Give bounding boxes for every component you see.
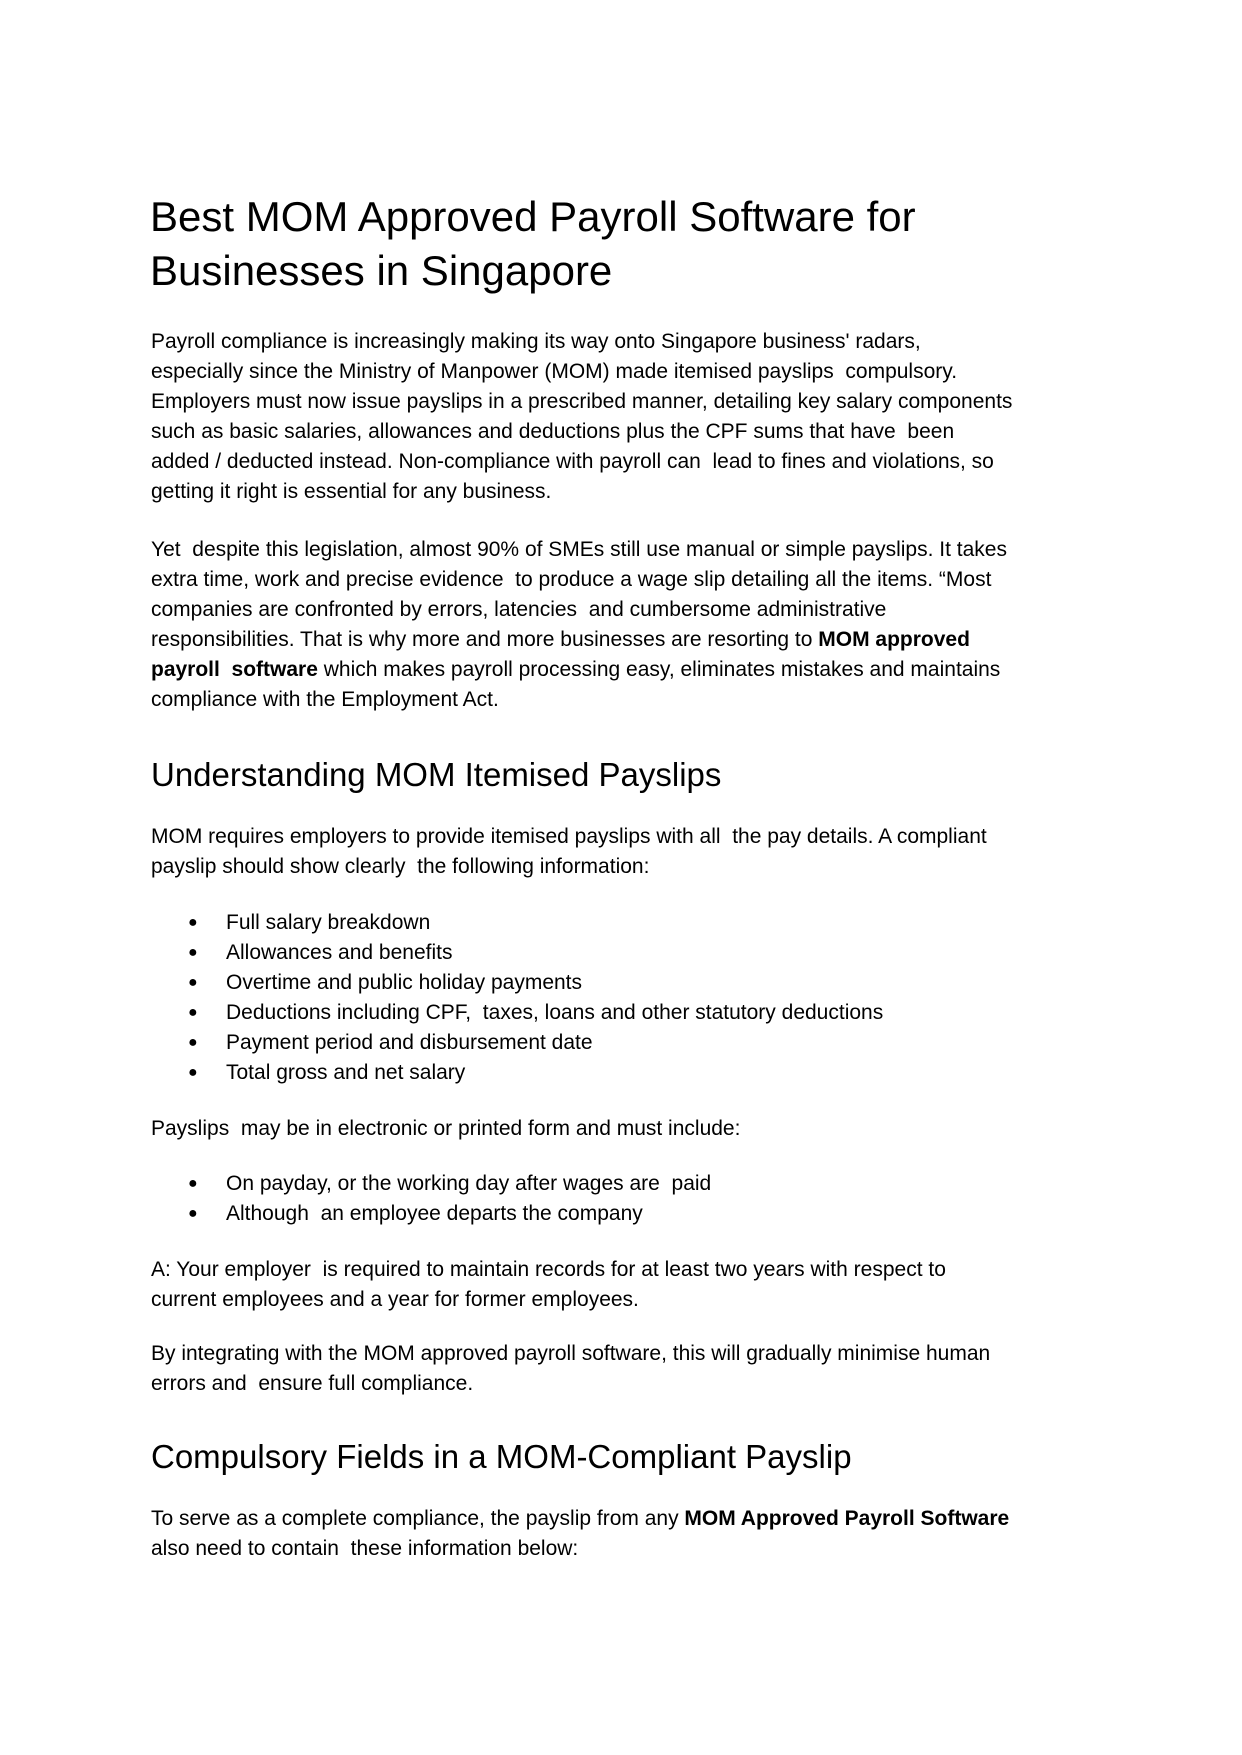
bullet-icon: ● [188, 1205, 198, 1222]
paragraph-line: compliance with the Employment Act. [151, 688, 499, 711]
section-heading-compulsory-fields: Compulsory Fields in a MOM-Compliant Payslip [151, 1438, 852, 1475]
intro-line: such as basic salaries, allowances and deductions plus the CPF sums that have been [151, 420, 955, 443]
section1-intro-line: MOM requires employers to provide itemised payslips with all the pay details. A compliant [151, 825, 987, 848]
records-line: current employees and a year for former employees. [151, 1288, 639, 1311]
plain-text: which makes payroll processing easy, eliminates mistakes and maintains [317, 658, 1001, 681]
section2-line: also need to contain these information below: [151, 1537, 579, 1560]
bold-keyword: payroll software [151, 658, 318, 681]
intro-line: added / deducted instead. Non-compliance with payroll can lead to fines and violations, so [151, 450, 994, 473]
integration-line: errors and ensure full compliance. [151, 1372, 474, 1395]
bullet-icon: ● [188, 1034, 198, 1051]
plain-text: To serve as a complete compliance, the payslip from any [151, 1507, 685, 1530]
plain-text: responsibilities. That is why more and more businesses are resorting to [151, 628, 819, 651]
list-item: Deductions including CPF, taxes, loans and other statutory deductions [226, 1001, 884, 1024]
list-item: Total gross and net salary [226, 1061, 466, 1084]
list-item: On payday, or the working day after wages are paid [226, 1172, 712, 1195]
intro-line: Payroll compliance is increasingly making its way onto Singapore business' radars, [151, 330, 921, 353]
document-title-line-1: Best MOM Approved Payroll Software for [150, 193, 916, 240]
intro-line: especially since the Ministry of Manpower (MOM) made itemised payslips compulsory. [151, 360, 958, 383]
bullet-icon: ● [188, 1064, 198, 1081]
bullet-icon: ● [188, 914, 198, 931]
integration-line: By integrating with the MOM approved payroll software, this will gradually minimise human [151, 1342, 991, 1365]
paragraph-line [151, 627, 970, 653]
bullet-icon: ● [188, 1004, 198, 1021]
list-item: Although an employee departs the company [226, 1202, 643, 1225]
paragraph-line: Yet despite this legislation, almost 90% of SMEs still use manual or simple payslips. It takes [151, 538, 1007, 561]
bullet-icon: ● [188, 974, 198, 991]
section2-line [151, 1506, 1009, 1532]
paragraph-line: extra time, work and precise evidence to produce a wage slip detailing all the items. “Most [151, 568, 992, 591]
section-heading-itemised-payslips: Understanding MOM Itemised Payslips [151, 756, 722, 793]
bold-keyword: MOM Approved Payroll Software [684, 1507, 1010, 1530]
document-title-line-2: Businesses in Singapore [150, 247, 613, 294]
list-item: Full salary breakdown [226, 911, 431, 934]
list-item: Payment period and disbursement date [226, 1031, 593, 1054]
list-item: Overtime and public holiday payments [226, 971, 583, 994]
section1-intro-line: payslip should show clearly the following information: [151, 855, 650, 878]
intro-line: Employers must now issue payslips in a prescribed manner, detailing key salary components [151, 390, 1013, 413]
intro-line: getting it right is essential for any business. [151, 480, 552, 503]
paragraph-line: companies are confronted by errors, latencies and cumbersome administrative [151, 598, 887, 621]
payslip-form-text: Payslips may be in electronic or printed form and must include: [151, 1117, 741, 1140]
list-item: Allowances and benefits [226, 941, 453, 964]
paragraph-line [151, 657, 1000, 683]
bullet-icon: ● [188, 1175, 198, 1192]
bullet-icon: ● [188, 944, 198, 961]
records-line: A: Your employer is required to maintain records for at least two years with respect to [151, 1258, 946, 1281]
bold-keyword: MOM approved [818, 628, 970, 651]
